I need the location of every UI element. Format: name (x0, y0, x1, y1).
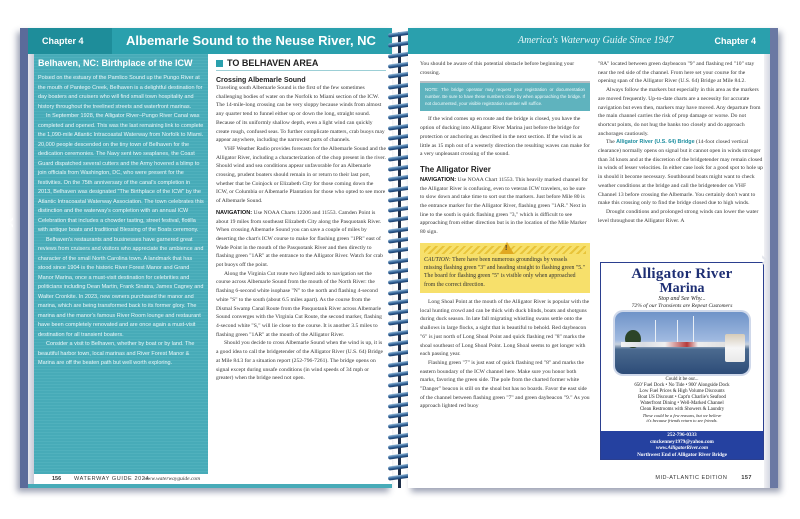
left-text-column (216, 58, 386, 383)
paragraph: "8A" located between green daybeacon "9" and flashing red "10" stay near the red side of the channel. From here set your course for the opening span of the Alligator River (U.S. 64) Bridge at Mile 84.2. (598, 61, 755, 85)
header-tagline: America's Waterway Guide Since 1947 (518, 35, 674, 46)
ad-small-line: These could be a few reasons, but we believe (642, 413, 722, 418)
subhead: Crossing Albemarle Sound (216, 77, 306, 84)
sidebar-body (38, 74, 204, 369)
right-header (408, 28, 770, 54)
bridge-highlight: Alligator River (U.S. 64) Bridge (616, 139, 695, 146)
sidebar-title: Belhaven, NC: Birthplace of the ICW (38, 58, 193, 68)
paragraph: If the wind comes up en route and the bridge is closed, you have the option of ducking into Alligator River Marina just before the bridge for protection or anchoring as described in the next section. If the wind is as little as 15 mph out of a westerly direction the resulting waves can make for a very unpleasant crossing of the sound. (420, 116, 590, 158)
sidebar-paragraph: In September 1928, the Alligator River–Pungo River Canal was completed and opened. This was the last remaining link to complete the 1,090-mile Atlantic Intracoastal Waterway from Norfolk to Miami. 20,000 people descended on the tiny town of Belhaven for the dedication ceremonies. The Navy sent two seaplanes, the Coast Guard dispatched several cutters and the Army hovered a blimp to join officials from Washington, DC, who were present for the festivities. On the 75th anniversary of the canal's completion in 2013, Belhaven was designated "The Birthplace of the ICW" by the Atlantic Intracoastal Waterway Association. The town celebrates this distinction and the waterway's completion with an annual ICW Celebration that includes a chowder tasting, street festival, flotilla with antique boats and traditional Blessing of the Boats ceremony. (38, 113, 204, 233)
body-text (420, 60, 590, 77)
ad-phone: 252-796-0333 (667, 432, 697, 438)
ad-line: 650' Fuel Dock • No Tide • 900' Alongside Dock (634, 383, 730, 388)
chapter-label: Chapter 4 (28, 28, 112, 54)
paragraph: Flashing green "7" is just east of quick flashing red "8" and marks the eastern boundary of the ICW channel here. Make sure you honor both marks, favoring the green side. The pole from the charted former white "Danger" beacon is still on the shoal but has no boards. Favor the east side of the channel between flashing green "7" and green daybeacon "9." As you approach lighted red buoy (420, 359, 590, 410)
paragraph: Drought conditions and prolonged strong winds can lower the water level throughout the Alligator River. A (598, 208, 759, 224)
chapter-header (28, 28, 392, 54)
body-text (598, 60, 764, 225)
body-text (420, 298, 590, 411)
ad-features (601, 377, 763, 423)
right-column-1 (420, 60, 590, 411)
caution-label: CAUTION: (424, 256, 451, 263)
sidebar-paragraph: Belhaven's restaurants and businesses have garnered great reviews from cruisers and visitors who appreciate the ambience and character of the small North Carolina town. A landmark that has stood since 1904 is the historic River Forest Manor and Grand Manor Marina, once a must-visit destination for celebrities and politicians including Dean Martin, Frank Sinatra, James Cagney and Walter Cronkite. In 2023, new owners purchased the manor and marina, which are being transformed back to its former glory. The marina and the manor's famous River Room lounge and restaurant have been completely renovated and are once again a must-visit destination for all transient boaters. (38, 236, 204, 338)
ad-email: cmckenney1979@yahoo.com (650, 438, 714, 445)
ad-tagline: Stop and See Why... (658, 296, 706, 302)
caution-text (424, 256, 586, 289)
ad-line: Low Fuel Prices & High Volume Discounts (639, 389, 725, 394)
paragraph (598, 138, 764, 208)
paragraph: Traveling south Albemarle Sound is the first of the few sometimes challenging bodies of water on the Norfolk to Miami section of the ICW. The 14-mile-long crossing can be very sloppy because winds from almost any quarter tend to funnel either up or down the long, straight sound. Because of its uniformly shallow depth, even a light wind can quickly create rough, confused seas. To further complicate matters, crab buoys may appear anywhere, including the narrowest parts of channels. (216, 85, 385, 144)
section-title: TO BELHAVEN AREA (227, 58, 319, 68)
ad-small-line: it's because friends return to see friends. (646, 418, 718, 424)
ad-repeat-customers: 72% of our Transients are Repeat Customers (631, 303, 733, 309)
navigation-paragraph (216, 209, 386, 270)
chevron-left-icon[interactable]: ‹ (6, 210, 16, 235)
right-column-2 (598, 60, 764, 225)
guide-name: WATERWAY GUIDE 2024 (74, 476, 150, 482)
right-footer (655, 475, 752, 481)
paragraph: Should you decide to cross Albemarle Sound when the wind is up, it is a good idea to call the bridgetender of the Alligator River (U.S. 64) Bridge at Mile 84.3 for a situation report (252-796-7261). The bridge opens on signal except during unsafe conditions (in wind speeds of 34 mph or greater) when the bridge need not open. (216, 340, 383, 382)
bottom-band (28, 484, 392, 488)
body-text (420, 176, 590, 237)
navigation-label: NAVIGATION: (216, 209, 253, 216)
marina-photo (615, 312, 749, 374)
ad-contact-band (601, 431, 763, 459)
note-box: NOTE: The bridge operator may request your registration or documentation number. Be sure to have these numbers close by when approaching the bridge. If not documented, your visible registration number will suffice. (420, 81, 590, 111)
caution-box (420, 243, 590, 293)
edition-label: MID-ATLANTIC EDITION (655, 475, 728, 481)
section-marker-icon (216, 60, 223, 67)
page-number: 156 (52, 476, 62, 482)
navigation-text: Use NOAA Chart 11553. This heavily marked channel for the Alligator River is confusing, even to veteran ICW travelers, so be sure to slow down and take time to sort out the markers. Just before Mile 80 is the entrance marker for the Alligator River, flashing green "1AR." Next in line to the south is quick flashing green "3," which is difficult to see approaching from either direction but is in the location of the Mile Marker 80 sign. (420, 176, 588, 236)
website-url: www.waterwayguide.com (144, 476, 201, 482)
warning-triangle-icon: ! (500, 242, 514, 254)
subhead: The Alligator River (420, 164, 491, 174)
chapter-title: Albemarle Sound to the Neuse River, NC (126, 33, 376, 48)
ad-line: Could it be our... (665, 377, 699, 382)
chapter-label: Chapter 4 (714, 36, 756, 46)
body-text (420, 115, 590, 159)
caution-stripe (424, 246, 586, 254)
navigation-text: Use NOAA Charts 12206 and 11553. Camden Point is about 19 miles from southeast Elizabeth City along the Pasquotank River. When crossing Albemarle Sound you can save a couple of miles by deserting the chart's ICW course to make for flashing green "1PR" east of Wade Point in the mouth of the Pasquotank River and then directly to flashing green "1AR" at the entrance to the Alligator River. Watch for crab pot buoys off the point. (216, 209, 383, 269)
ad-location: Northwest End of Alligator River Bridge (637, 452, 727, 459)
paragraph: Always follow the markers but especially in this area as the markers are moved frequently. Up-to-date charts are a necessity for accurate navigation but even then, markers may have moved. Any departure from the main channel carries the risk of prop damage or worse. Do not shortcut points, do not hug the banks too closely and do approach anchorages cautiously. (598, 87, 761, 137)
bridge-text: (14-foot closed vertical clearance) normally opens on signal but it cannot open in winds stronger than 34 knots and at the discretion of the bridgetender may remain closed in winds of lesser velocities. In either case look for a good spot to hole up in should it become necessary. Southbound boats might want to check weather conditions at the bridge and call the bridgetender on VHF Channel 13 before crossing the Albemarle. You certainly don't want to make this crossing only to find the bridge closed due to high winds. (598, 139, 763, 207)
paragraph: You should be aware of this potential obstacle before beginning your crossing. (420, 61, 575, 76)
marina-advertisement (600, 262, 764, 460)
ad-line: Clean Restrooms with Showers & Laundry (639, 407, 725, 412)
right-page (408, 28, 778, 488)
ad-website: www.AlligatorRiver.com (656, 445, 708, 452)
chevron-right-icon[interactable]: › (760, 248, 770, 273)
ad-line: Waterfront Dining • Well-Marked Channel (640, 401, 724, 406)
body-text (216, 84, 386, 383)
paragraph: VHF Weather Radio provides forecasts for the Albemarle Sound and the Alligator River, including a characterization of the chop present in the river. Should wind and sea conditions appear unfavorable for an Albemarle crossing, prudent boaters should remain in or return to their last port, whether that be Coinjock or Elizabeth City for those coming down the ICW, or Columbia or Albemarle Plantation for those who opted to see more of Albemarle Sound. (216, 145, 386, 205)
navigation-label: NAVIGATION: (420, 176, 457, 183)
sidebar-paragraph: Consider a visit to Belhaven, whether by boat or by land. The beautiful harbor town, local marinas and River Forest Manor & Marina are off the beaten path but well worth exploring. (38, 341, 195, 366)
left-footer (34, 474, 392, 484)
ad-line: Boat US Discount • Capt'n Charlie's Seafood (638, 395, 726, 400)
paragraph: Along the Virginia Cut route two lighted aids to navigation set the course across Albemarle Sound from the mouth of the North River: the flashing 6-second white isophase "N" to the north and flashing 4-second white "S" to the south (about 6.5 miles apart). As the course from the Dismal Swamp Canal Route from the Pasquotank River across Albemarle Sound converges with the Virginia Cut Route, the second marker, flashing 4-second white "S," will lie close to the course. It is another 3.5 miles to flashing green "1AR" at the mouth of the Alligator River. (216, 270, 382, 338)
belhaven-sidebar (34, 54, 208, 474)
sidebar-paragraph: Poised on the estuary of the Pamlico Sound up the Pungo River at the mouth of Pantego Creek, Belhaven is a delightful destination for day boaters and cruisers who will find small town hospitality and history throughout the treelined streets and waterfront marinas. (38, 75, 203, 110)
left-page (20, 28, 392, 488)
caution-body: There have been numerous groundings by vessels missing flashing green "3" and heading straight to flashing green "5." The board for flashing green "5" is visible only when approached from the correct direction. (424, 256, 585, 288)
ad-title: Alligator River (631, 266, 733, 282)
ad-title: Marina (659, 281, 705, 296)
page-number: 157 (741, 475, 752, 481)
paragraph: Long Shoal Point at the mouth of the Alligator River is popular with the local hunting crowd and can be thick with duck blinds, boats and shotguns during duck season. In late fall migrating whistling swans settle onto the shallows in large flocks, a sight that is beautiful to behold. Red daybeacon "6" is just north of Long Shoal Point and quick flashing red "8" marks the shoal southeast of Long Shoal Point. Long Shoal seems to get longer with each passing year. (420, 299, 590, 358)
section-header (216, 58, 386, 71)
navigation-paragraph (420, 176, 590, 237)
paragraph-lead: The (606, 139, 617, 146)
